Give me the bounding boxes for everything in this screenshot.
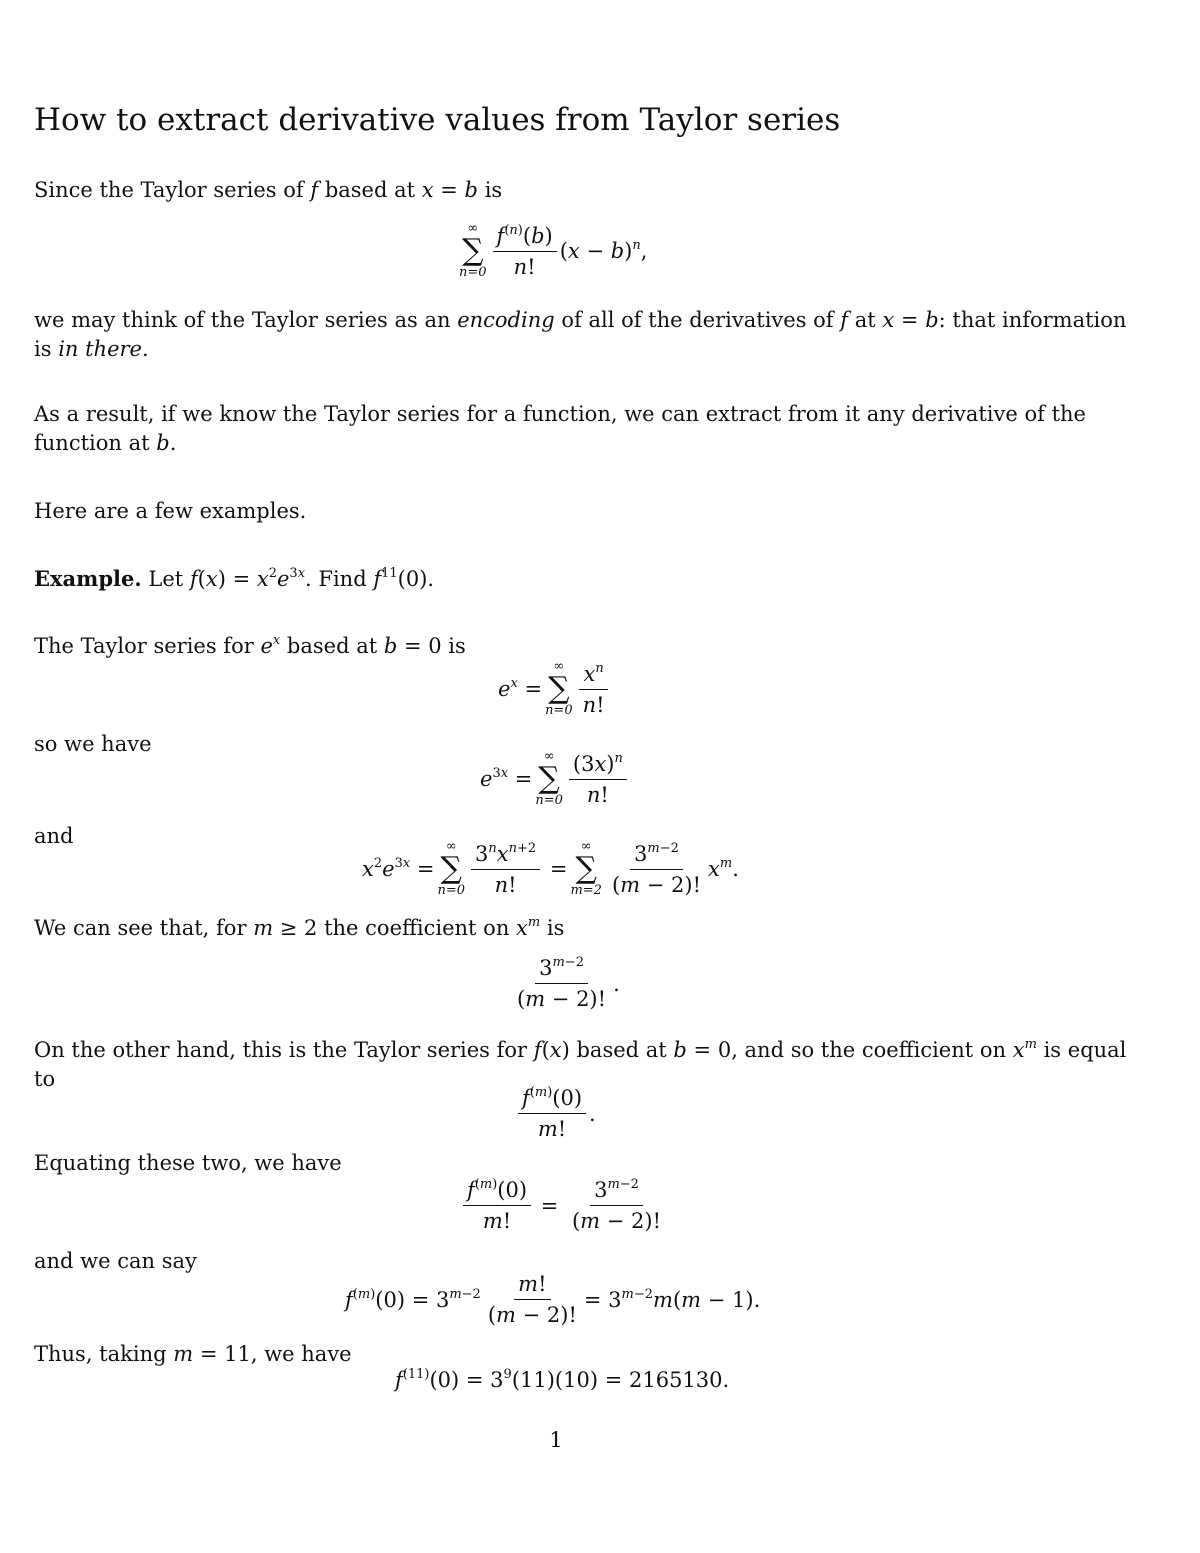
paragraph-exp-series: The Taylor series for $e^x$ based at b = 0 is: [34, 633, 466, 658]
example-statement: Example. Let $f(x) = x^2e^{3x}$. Find $f^{11}(0)$.: [34, 566, 435, 591]
equation-derivative-formula: $f^{(m)}(0) = 3^{m-2}$ $\frac{m!}{(m - 2)!}$ = $3^{m-2}m(m - 1)$.: [345, 1272, 761, 1327]
page-title: How to extract derivative values from Taylor series: [34, 102, 841, 138]
result-value: 2165130: [628, 1368, 723, 1392]
paragraph-result: As a result, if we know the Taylor series for a function, we can extract from it any derivative of the: [34, 402, 1086, 426]
equation-equating: $\frac{f^{(m)}(0)}{m!}$ = $\frac{3^{m-2}}{(m - 2)!}$: [460, 1177, 668, 1234]
equation-product-series: $x^2e^{3x}$ = ∞ ∑ n=0 $\frac{3^nx^{n+2}}{n!}$ = ∞ ∑ m=2 $\frac{3^{m-2}}{(m - 2)!}$ $x^m$.: [362, 839, 739, 898]
paragraph-result-cont: function at b.: [34, 431, 177, 455]
paragraph-we-can-say: and we can say: [34, 1249, 197, 1273]
paragraph-encoding: we may think of the Taylor series as an encoding of all of the derivatives of f at x = b: that information: [34, 308, 1127, 332]
page-number: 1: [549, 1428, 563, 1452]
paragraph-examples: Here are a few examples.: [34, 499, 307, 523]
paragraph-other-hand-cont: to: [34, 1067, 56, 1091]
equation-exp-series: $e^x$ = ∞ ∑ n=0 $\frac{x^n}{n!}$: [498, 660, 612, 718]
equation-taylor-general: ∞ ∑ n=0 $\frac{f^{(n)}(b)}{n!}$ $(x - b)^n$,: [459, 221, 648, 280]
paragraph-intro: Since the Taylor series of f based at x = b is: [34, 178, 503, 202]
paragraph-encoding-cont: is in there.: [34, 337, 149, 361]
equation-exp3x-series: $e^{3x}$ = ∞ ∑ n=0 $\frac{(3x)^n}{n!}$: [480, 750, 630, 808]
paragraph-other-hand: On the other hand, this is the Taylor series for f(x) based at b = 0, and so the coefficient on $x^m$ is equal: [34, 1037, 1127, 1062]
paragraph-and: and: [34, 824, 74, 848]
paragraph-coefficient: We can see that, for m ≥ 2 the coefficient on $x^m$ is: [34, 915, 565, 940]
paragraph-so-we-have: so we have: [34, 732, 152, 756]
equation-derivative-coefficient: $\frac{f^{(m)}(0)}{m!}$ .: [515, 1085, 596, 1142]
equation-final-result: $f^{(11)}(0) = 3^9(11)(10) = 2165130$.: [395, 1367, 730, 1392]
paragraph-equating: Equating these two, we have: [34, 1151, 342, 1175]
equation-coefficient: $\frac{3^{m-2}}{(m - 2)!}$ .: [517, 955, 620, 1011]
paragraph-taking-m: Thus, taking m = 11, we have: [34, 1342, 352, 1366]
